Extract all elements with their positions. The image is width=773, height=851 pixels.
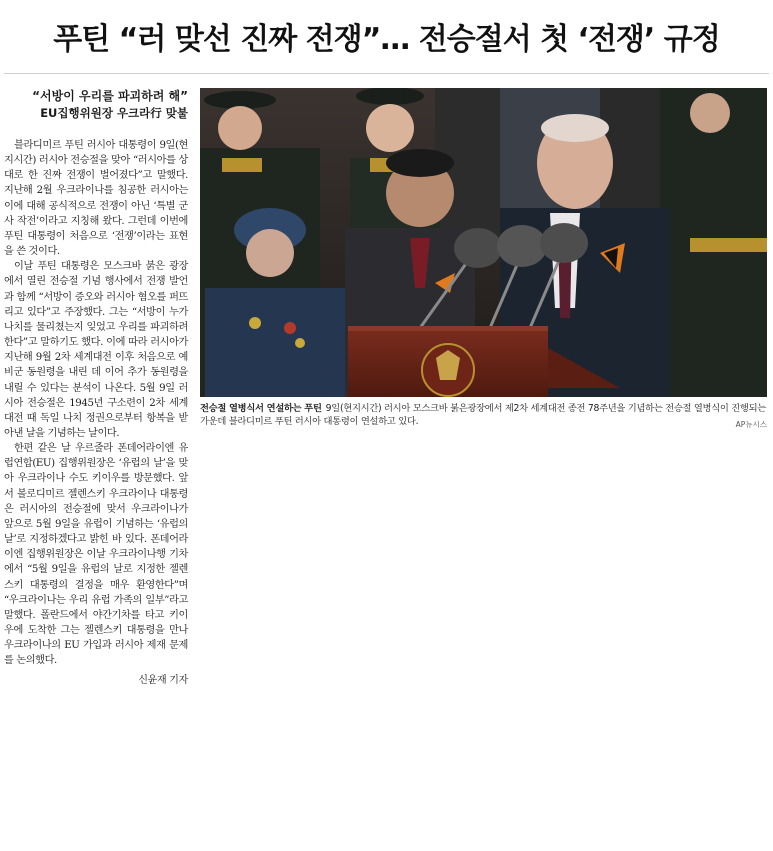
guard-right (670, 238, 767, 397)
headline-divider (4, 73, 769, 74)
news-photo (200, 88, 767, 397)
photo-credit: AP뉴시스 (735, 420, 767, 429)
parade-photo-illustration (200, 88, 767, 397)
photo-caption (200, 402, 767, 428)
article-paragraph: 한편 같은 날 우르줄라 폰데어라이엔 유럽연합(EU) 집행위원장은 ‘유럽의 날’을 맞아 우크라이나 수도 키이우를 방문했다. 앞서 볼로디미르 젤렌스키 우크라이나 대통령은 러시아의 전승절에 맞서 우크라이나가 앞으로 5월 9일을 유럽이 기념하는 ‘유럽의 날’로 지정하겠다고 밝힌 바 있다. 폰데어라이엔 집행위원장은 이날 우크라이나행 기차에서 “5월 9일을 유럽의 날로 지정한 젤렌스키 대통령의 결정을 매우 환영한다”며 “우크라이나는 우리 유럽 가족의 일부”라고 말했다. 폴란드에서 야간기차를 타고 키이우에 도착한 그는 젤렌스키 대통령을 만나 우크라이나의 EU 가입과 러시아 제재 문제를 논의했다. (4, 443, 188, 667)
caption-body: 9일(현지시간) 러시아 모스크바 붉은광장에서 제2차 세계대전 종전 78주년을 기념하는 전승절 열병식이 진행되는 가운데 블라디미르 푸틴 러시아 대통령이 연설하고 있다. (200, 403, 766, 427)
quote-subhead: “서방이 우리를 파괴하려 해” (32, 89, 188, 103)
subhead: EU집행위원장 우크라行 맞불 (40, 106, 188, 120)
caption-title: 전승절 열병식서 연설하는 푸틴 (200, 403, 322, 414)
article-paragraph: 이날 푸틴 대통령은 모스크바 붉은 광장에서 열린 전승절 기념 행사에서 전쟁 발언과 함께 “서방이 증오와 러시아 혐오를 퍼뜨리고 있다”고 주장했다. 그는 “서방이 누가 나치를 물리쳤는지 잊었고 우리를 파괴하려 한다”고 말하기도 했다. 이에 따라 러시아가 지난해 9월 2차 세계대전 이후 처음으로 예비군 동원령을 내린 데 이어 추가 동원령을 내릴 수 있다는 분석이 나온다. 5월 9일 러시아 전승절은 1945년 구소련이 2차 세계대전 때 독일 나치 정권으로부터 항복을 받아낸 날을 기념하는 날이다. (4, 261, 188, 439)
byline: 신윤재 기자 (138, 675, 188, 687)
article-body (4, 138, 188, 668)
article-paragraph: 블라디미르 푸틴 러시아 대통령이 9일(현지시간) 러시아 전승절을 맞아 “러시아를 상대로 한 진짜 전쟁이 벌어졌다”고 말했다. 지난해 2월 우크라이나를 침공한 러시아는 이에 대해 공식적으로 전쟁이 아닌 ‘특별 군사 작전’이라고 지칭해 왔다. 그런데 이번에 푸틴 대통령이 처음으로 ‘전쟁’이라는 표현을 쓴 것이다. (4, 140, 188, 258)
article-headline: 푸틴 “러 맞선 진짜 전쟁”… 전승절서 첫 ‘전쟁’ 규정 (53, 22, 720, 57)
article-column (4, 88, 188, 686)
